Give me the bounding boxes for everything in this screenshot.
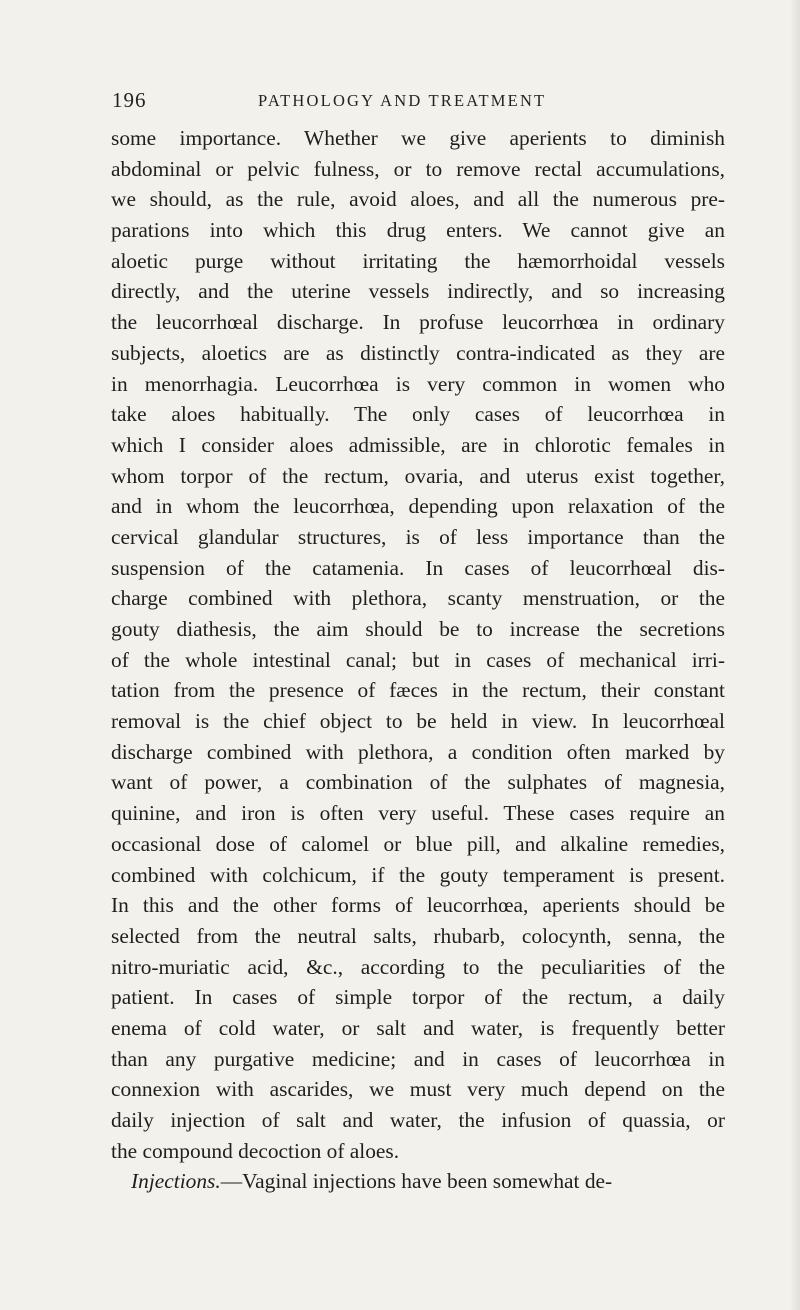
text-line: we should, as the rule, avoid aloes, and all the numerous pre- bbox=[111, 187, 725, 212]
text-line: discharge combined with plethora, a condition often marked by bbox=[111, 739, 725, 764]
text-line: nitro-muriatic acid, &c., according to the peculiarities of the bbox=[111, 954, 725, 979]
text-line: enema of cold water, or salt and water, is frequently better bbox=[111, 1015, 725, 1040]
text-line: connexion with ascarides, we must very much depend on the bbox=[111, 1077, 725, 1102]
text-line: suspension of the catamenia. In cases of leucorrhœal dis- bbox=[111, 555, 725, 580]
text-line: combined with colchicum, if the gouty temperament is present. bbox=[111, 862, 725, 887]
paragraph-2-line bbox=[111, 1166, 725, 1197]
text-line: the compound decoction of aloes. bbox=[111, 1138, 400, 1163]
text-line: take aloes habitually. The only cases of leucorrhœa in bbox=[111, 402, 725, 427]
text-line: aloetic purge without irritating the hæmorrhoidal vessels bbox=[111, 248, 725, 273]
text-line: in menorrhagia. Leucorrhœa is very common in women who bbox=[111, 371, 725, 396]
text-line: directly, and the uterine vessels indirectly, and so increasing bbox=[111, 279, 725, 304]
text-line: daily injection of salt and water, the infusion of quassia, or bbox=[111, 1108, 725, 1132]
section-heading-injections: Injections. bbox=[131, 1169, 221, 1194]
page-number: 196 bbox=[112, 88, 147, 112]
text-line: In this and the other forms of leucorrhœa, aperients should be bbox=[111, 893, 725, 918]
paragraph-1 bbox=[111, 123, 725, 1166]
text-line: cervical glandular structures, is of less importance than the bbox=[111, 524, 725, 549]
text-line: occasional dose of calomel or blue pill, and alkaline remedies, bbox=[111, 831, 725, 856]
text-line: tation from the presence of fæces in the rectum, their constant bbox=[111, 678, 725, 703]
page-edge-shadow bbox=[790, 0, 800, 1310]
text-line: gouty diathesis, the aim should be to increase the secretions bbox=[111, 617, 725, 641]
page-header bbox=[112, 88, 732, 114]
text-line: which I consider aloes admissible, are in chlorotic females in bbox=[111, 432, 725, 457]
body-text bbox=[111, 123, 725, 1197]
text-line: parations into which this drug enters. We cannot give an bbox=[111, 218, 725, 243]
running-title: PATHOLOGY AND TREATMENT bbox=[258, 91, 547, 110]
text-line: removal is the chief object to be held in view. In leucorrhœal bbox=[111, 709, 725, 734]
text-line: patient. In cases of simple torpor of the rectum, a daily bbox=[111, 985, 725, 1010]
text-line: of the whole intestinal canal; but in cases of mechanical irri- bbox=[111, 647, 725, 672]
text-line: than any purgative medicine; and in cases of leucorrhœa in bbox=[111, 1046, 725, 1071]
text-line: whom torpor of the rectum, ovaria, and uterus exist together, bbox=[111, 463, 725, 488]
text-line: quinine, and iron is often very useful. These cases require an bbox=[111, 801, 725, 826]
text-line: want of power, a combination of the sulphates of magnesia, bbox=[111, 770, 725, 795]
text-line: charge combined with plethora, scanty menstruation, or the bbox=[111, 586, 725, 611]
paragraph-2-text: —Vaginal injections have been somewhat de- bbox=[220, 1169, 613, 1194]
text-line: and in whom the leucorrhœa, depending upon relaxation of the bbox=[111, 494, 725, 519]
text-line: subjects, aloetics are as distinctly contra-indicated as they are bbox=[111, 340, 725, 365]
text-line: the leucorrhœal discharge. In profuse leucorrhœa in ordinary bbox=[111, 310, 725, 335]
text-line: abdominal or pelvic fulness, or to remove rectal accumulations, bbox=[111, 156, 725, 181]
text-line: some importance. Whether we give aperients to diminish bbox=[111, 126, 725, 150]
text-line: selected from the neutral salts, rhubarb, colocynth, senna, the bbox=[111, 923, 725, 948]
